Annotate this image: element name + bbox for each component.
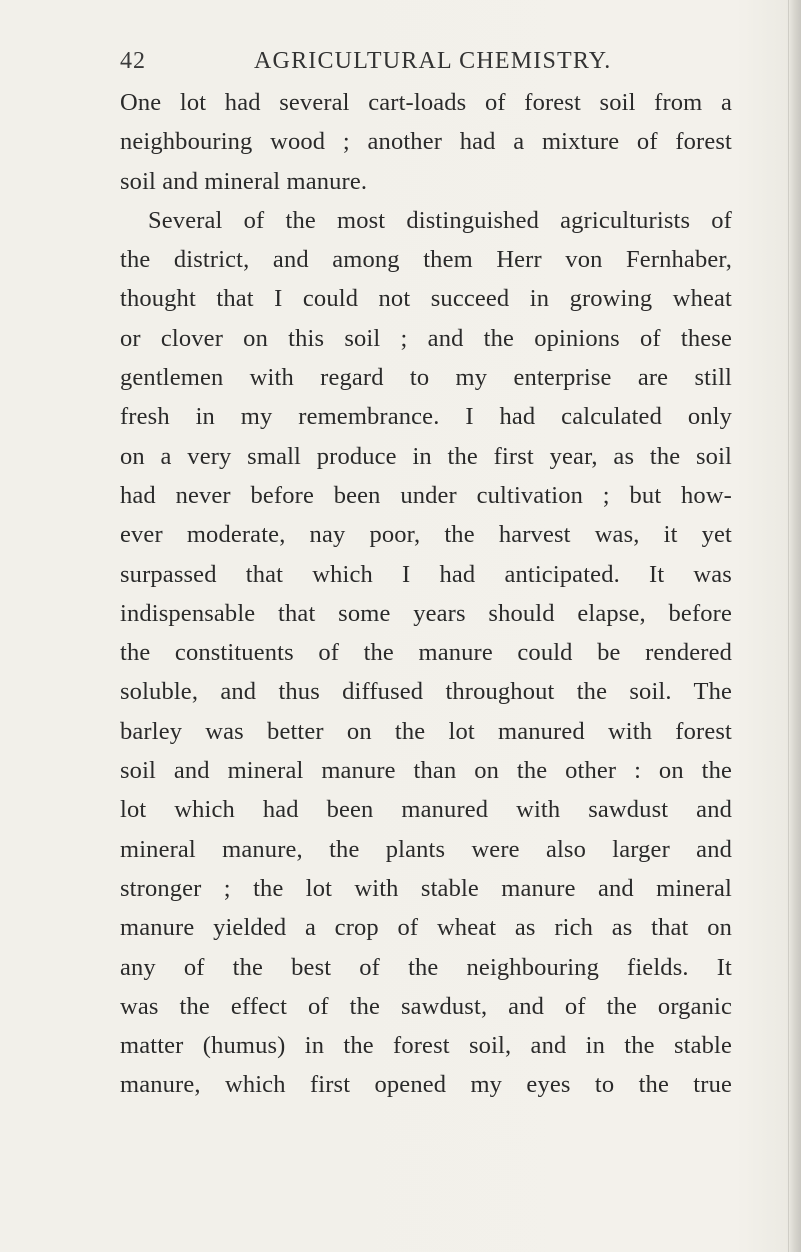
text-line: mineral manure, the plants were also larger and [120,835,732,863]
text-line: Several of the most distinguished agriculturists of [148,206,732,234]
text-line: on a very small produce in the first year, as the soil [120,442,732,470]
page-edge [788,0,801,1252]
page-number: 42 [120,48,146,74]
text-line: thought that I could not succeed in growing wheat [120,285,732,313]
text-line: neighbouring wood ; another had a mixture of forest [120,128,732,156]
text-line: lot which had been manured with sawdust and [120,796,732,824]
text-line: stronger ; the lot with stable manure and mineral [120,874,732,902]
text-line: matter (humus) in the forest soil, and in the stable [120,1032,732,1060]
text-line: fresh in my remembrance. I had calculated only [120,403,732,431]
text-line: barley was better on the lot manured with forest [120,717,732,745]
page-header [0,48,801,82]
text-line: had never before been under cultivation ; but how- [120,481,732,509]
text-line: the district, and among them Herr von Fernhaber, [120,246,732,274]
text-line: soluble, and thus diffused throughout the soil. The [120,678,732,706]
text-line: manure, which first opened my eyes to the true [120,1071,732,1099]
running-title: AGRICULTURAL CHEMISTRY. [254,48,612,74]
text-line: indispensable that some years should elapse, before [120,599,732,627]
text-line: One lot had several cart-loads of forest soil from a [120,89,732,116]
text-line: was the effect of the sawdust, and of the organic [120,992,732,1020]
text-line: soil and mineral manure. [120,167,368,195]
text-line: or clover on this soil ; and the opinions of these [120,324,732,352]
text-line: any of the best of the neighbouring fields. It [120,953,732,981]
body-text [120,83,732,1105]
text-line: soil and mineral manure than on the other : on the [120,757,732,785]
text-line: the constituents of the manure could be rendered [120,639,732,667]
text-line: surpassed that which I had anticipated. It was [120,560,732,588]
text-line: manure yielded a crop of wheat as rich as that on [120,914,732,942]
text-line: ever moderate, nay poor, the harvest was, it yet [120,521,732,549]
text-line: gentlemen with regard to my enterprise are still [120,364,732,392]
